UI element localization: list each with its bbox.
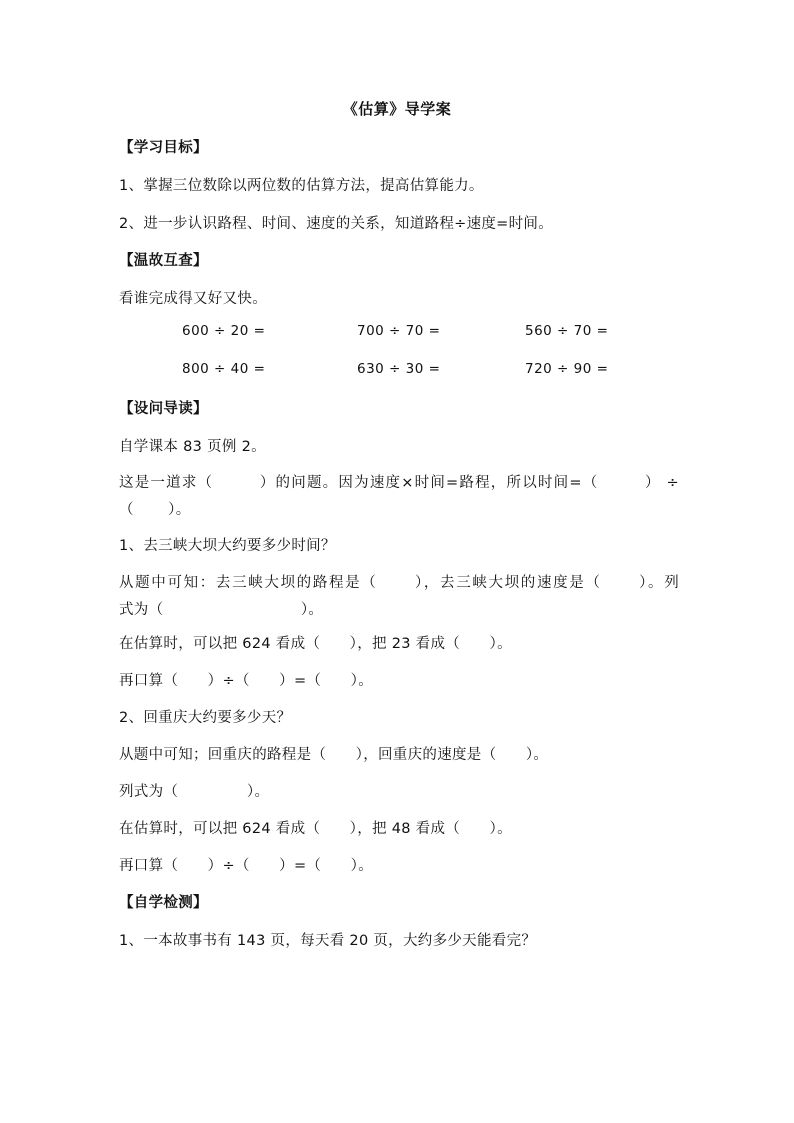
objective-item-1: 1、掌握三位数除以两位数的估算方法，提高估算能力。 (119, 178, 484, 194)
question-1-known-line: 式为（ ）。 (119, 602, 324, 618)
question-1-compute: 再口算（ ）÷（ ）=（ ）。 (119, 673, 374, 689)
guided-fill-paragraph (119, 471, 679, 519)
question-1-known-line: 从题中可知：去三峡大坝的路程是（ ），去三峡大坝的速度是（ ）。列 (119, 575, 679, 591)
question-2-estimate: 在估算时，可以把 624 看成（ ），把 48 看成（ ）。 (119, 821, 512, 837)
objective-item-2: 2、进一步认识路程、时间、速度的关系，知道路程÷速度=时间。 (119, 216, 554, 232)
guided-fill-line: （ ）。 (119, 502, 191, 518)
question-1-title: 1、去三峡大坝大约要多少时间？ (119, 538, 336, 554)
review-problem: 720 ÷ 90 = (525, 361, 609, 377)
review-problem: 700 ÷ 70 = (357, 323, 441, 339)
section-heading-selfcheck: 【自学检测】 (119, 895, 208, 911)
review-problem: 800 ÷ 40 = (182, 361, 266, 377)
guided-intro: 自学课本 83 页例 2。 (119, 439, 266, 455)
section-heading-objectives: 【学习目标】 (119, 140, 208, 156)
section-heading-review: 【温故互查】 (119, 253, 208, 269)
review-intro: 看谁完成得又好又快。 (119, 291, 267, 307)
question-2-formula: 列式为（ ）。 (119, 784, 270, 800)
question-1-estimate: 在估算时，可以把 624 看成（ ），把 23 看成（ ）。 (119, 636, 512, 652)
question-2-known: 从题中可知；回重庆的路程是（ ），回重庆的速度是（ ）。 (119, 747, 549, 763)
selfcheck-item-1: 1、一本故事书有 143 页，每天看 20 页，大约多少天能看完？ (119, 933, 537, 949)
document-title: 《估算》导学案 (342, 100, 452, 118)
question-2-title: 2、回重庆大约要多少天？ (119, 710, 292, 726)
section-heading-guided: 【设问导读】 (119, 401, 208, 417)
review-problem: 600 ÷ 20 = (182, 323, 266, 339)
question-1-known-paragraph (119, 571, 679, 619)
question-2-compute: 再口算（ ）÷（ ）=（ ）。 (119, 858, 374, 874)
review-problem: 630 ÷ 30 = (357, 361, 441, 377)
review-problem: 560 ÷ 70 = (525, 323, 609, 339)
guided-fill-line: 这是一道求（ ）的问题。因为速度×时间=路程，所以时间=（ ） ÷ (119, 475, 679, 491)
